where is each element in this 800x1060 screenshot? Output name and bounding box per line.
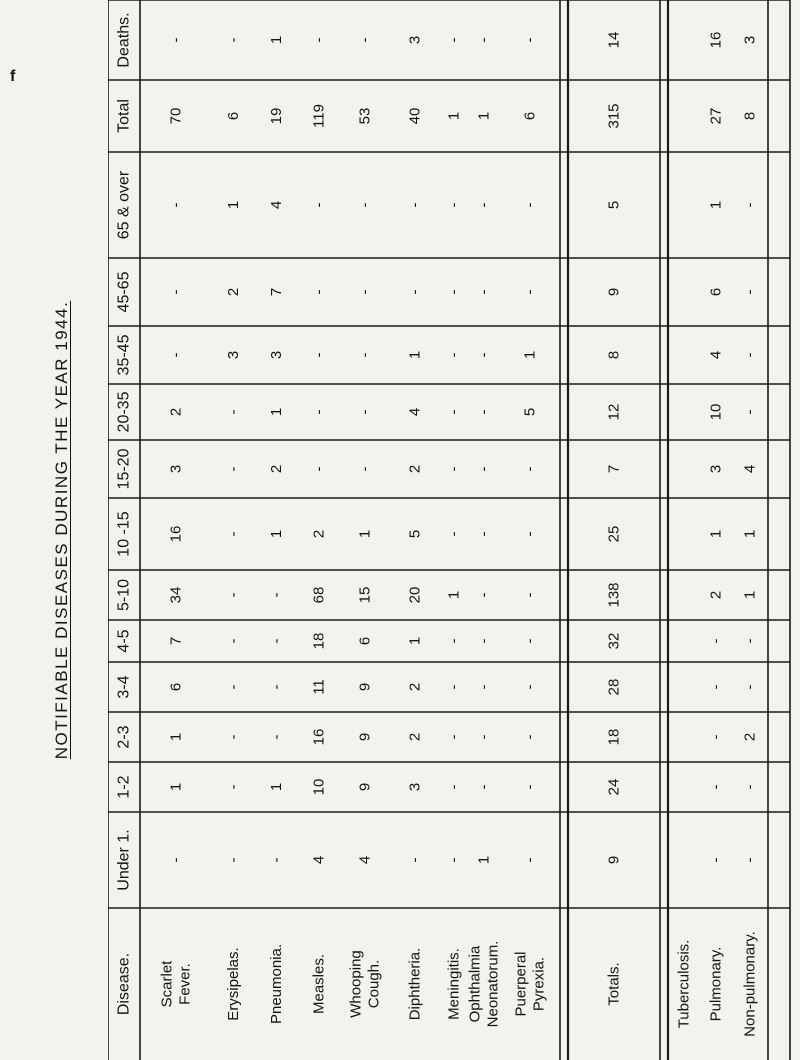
disease-row-cell: - <box>356 409 374 415</box>
disease-row-cell: - <box>167 289 185 295</box>
disease-row-cell: 18 <box>310 632 328 650</box>
disease-row-cell: - <box>167 352 185 358</box>
disease-row-cell: 1 <box>268 529 285 539</box>
totals-cell: 24 <box>605 778 623 796</box>
column-header: 5-10 <box>115 578 133 612</box>
tuberculosis-row-cell: - <box>707 684 725 690</box>
disease-row-cell: - <box>225 37 242 43</box>
disease-row-cell: - <box>406 857 424 863</box>
disease-row-cell: 1 <box>268 407 285 417</box>
totals-cell: 32 <box>605 632 623 650</box>
disease-row-cell: - <box>445 734 463 740</box>
tuberculosis-row-cell: - <box>741 409 759 415</box>
tuberculosis-row-cell: 4 <box>741 464 759 474</box>
disease-row-cell: - <box>445 37 463 43</box>
disease-row-cell: 2 <box>167 407 185 417</box>
tuberculosis-row-cell: - <box>707 734 725 740</box>
column-header: Total <box>115 99 133 133</box>
disease-row-cell: - <box>521 638 539 644</box>
tuberculosis-row-label: Non-pulmonary. <box>741 931 759 1037</box>
disease-row-cell: - <box>225 684 242 690</box>
disease-row-cell: - <box>475 37 493 43</box>
disease-row-cell: 6 <box>356 636 374 646</box>
tuberculosis-row-cell: - <box>741 638 759 644</box>
totals-cell: 14 <box>605 31 623 49</box>
disease-row-cell: 3 <box>406 782 424 792</box>
disease-row-label: Puerperal <box>512 951 530 1017</box>
disease-row-cell: 1 <box>225 200 242 210</box>
disease-row-cell: - <box>445 684 463 690</box>
disease-row-cell: 1 <box>167 782 185 792</box>
disease-row-cell: - <box>310 37 328 43</box>
disease-row-cell: 2 <box>268 464 285 474</box>
disease-row-cell: 3 <box>406 35 424 45</box>
disease-row-cell: - <box>356 37 374 43</box>
disease-table <box>108 0 800 1060</box>
disease-row-cell: 1 <box>167 732 185 742</box>
tuberculosis-row-cell: - <box>741 202 759 208</box>
tuberculosis-row-cell: - <box>707 857 725 863</box>
disease-row-cell: 68 <box>310 586 328 604</box>
column-header: 20-35 <box>115 391 133 433</box>
tuberculosis-row-cell: - <box>741 352 759 358</box>
tuberculosis-row-cell: - <box>741 857 759 863</box>
disease-row-cell: - <box>167 202 185 208</box>
disease-row-cell: 1 <box>475 855 493 865</box>
disease-row-cell: 1 <box>445 590 463 600</box>
tuberculosis-row-cell: 1 <box>741 529 759 539</box>
tuberculosis-row-cell: 1 <box>707 529 725 539</box>
disease-row-cell: 1 <box>356 529 374 539</box>
disease-row-cell: 4 <box>268 200 285 210</box>
disease-row-cell: - <box>268 592 285 598</box>
disease-row-cell: 7 <box>268 287 285 297</box>
disease-row-cell: - <box>475 409 493 415</box>
disease-row-cell: - <box>310 409 328 415</box>
disease-row-cell: 10 <box>310 778 328 796</box>
totals-cell: 12 <box>605 403 623 421</box>
disease-row-cell: - <box>406 202 424 208</box>
disease-row-label: Pneumonia. <box>268 943 285 1025</box>
disease-row-cell: - <box>268 734 285 740</box>
tuberculosis-row-cell: 16 <box>707 31 725 49</box>
disease-row-cell: - <box>521 734 539 740</box>
totals-cell: 9 <box>605 287 623 297</box>
disease-row-cell: - <box>356 202 374 208</box>
disease-row-cell: - <box>445 531 463 537</box>
totals-cell: 7 <box>605 464 623 474</box>
disease-row-cell: 6 <box>521 111 539 121</box>
disease-row-cell: 53 <box>356 107 374 125</box>
disease-row-cell: 2 <box>406 732 424 742</box>
disease-row-label: Neonatorum. <box>484 940 502 1028</box>
disease-row-cell: - <box>225 857 242 863</box>
disease-row-cell: 40 <box>406 107 424 125</box>
column-header: 1-2 <box>115 775 133 799</box>
tuberculosis-row-cell: - <box>741 684 759 690</box>
disease-row-label: Erysipelas. <box>225 947 242 1021</box>
totals-cell: 5 <box>605 200 623 210</box>
tuberculosis-row-cell: - <box>707 638 725 644</box>
disease-row-cell: 1 <box>268 35 285 45</box>
disease-row-cell: 119 <box>310 104 328 128</box>
column-header: 3-4 <box>115 675 133 699</box>
disease-row-cell: - <box>310 202 328 208</box>
column-header: Disease. <box>115 952 133 1016</box>
disease-row-cell: - <box>356 466 374 472</box>
totals-label: Totals. <box>605 962 623 1006</box>
disease-row-cell: 1 <box>268 782 285 792</box>
disease-row-cell: 9 <box>356 732 374 742</box>
disease-row-cell: 34 <box>167 586 185 604</box>
disease-row-cell: - <box>475 531 493 537</box>
disease-row-label: Meningitis. <box>445 948 463 1020</box>
disease-row-cell: - <box>225 638 242 644</box>
disease-row-cell: - <box>445 638 463 644</box>
column-header: 45-65 <box>115 271 133 313</box>
tuberculosis-row-label: Pulmonary. <box>707 946 725 1022</box>
disease-row-cell: - <box>445 202 463 208</box>
disease-row-cell: - <box>225 466 242 472</box>
disease-row-cell: - <box>445 857 463 863</box>
disease-row-cell: - <box>445 466 463 472</box>
disease-row-cell: - <box>356 289 374 295</box>
tuberculosis-row-cell: 10 <box>707 403 725 421</box>
tuberculosis-row-cell: 27 <box>707 107 725 125</box>
disease-row-cell: 4 <box>406 407 424 417</box>
disease-row-cell: - <box>521 466 539 472</box>
disease-row-cell: - <box>475 592 493 598</box>
disease-row-cell: - <box>475 202 493 208</box>
disease-row-cell: 9 <box>356 682 374 692</box>
disease-row-label: Diphtheria. <box>406 947 424 1021</box>
tuberculosis-row-cell: 4 <box>707 350 725 360</box>
disease-row-cell: 16 <box>167 525 185 543</box>
disease-row-cell: 4 <box>356 855 374 865</box>
disease-row-cell: - <box>475 784 493 790</box>
page-title: NOTIFIABLE DISEASES DURING THE YEAR 1944. <box>52 300 71 760</box>
disease-row-cell: - <box>475 734 493 740</box>
column-header: 35-45 <box>115 334 133 376</box>
disease-row-cell: - <box>521 592 539 598</box>
disease-row-cell: 4 <box>310 855 328 865</box>
column-header: 65 & over <box>115 170 133 240</box>
disease-row-cell: 1 <box>406 350 424 360</box>
tuberculosis-row-cell: 2 <box>741 732 759 742</box>
tuberculosis-row-cell: 2 <box>707 590 725 600</box>
disease-row-cell: 11 <box>310 679 328 695</box>
disease-row-cell: - <box>445 784 463 790</box>
disease-row-cell: - <box>475 638 493 644</box>
disease-row-label: Fever. <box>176 963 194 1005</box>
disease-row-cell: 1 <box>445 111 463 121</box>
disease-row-cell: - <box>225 592 242 598</box>
disease-row-cell: - <box>521 684 539 690</box>
totals-cell: 28 <box>605 678 623 696</box>
disease-row-cell: - <box>356 352 374 358</box>
tuberculosis-row-cell: - <box>741 289 759 295</box>
tuberculosis-row-cell: 8 <box>741 111 759 121</box>
disease-row-cell: 20 <box>406 586 424 604</box>
disease-row-label: Measles. <box>310 953 328 1015</box>
disease-row-cell: - <box>521 857 539 863</box>
disease-row-cell: 2 <box>310 529 328 539</box>
column-header: 10 -15 <box>115 511 133 557</box>
disease-row-cell: 2 <box>406 464 424 474</box>
disease-row-cell: - <box>475 352 493 358</box>
column-header: 4-5 <box>115 629 133 653</box>
column-header: Deaths. <box>115 12 133 68</box>
disease-row-cell: 6 <box>225 111 242 121</box>
disease-row-cell: 2 <box>225 287 242 297</box>
disease-row-cell: - <box>445 409 463 415</box>
disease-row-cell: 7 <box>167 636 185 646</box>
tuberculosis-row-cell: 1 <box>707 200 725 210</box>
disease-row-cell: - <box>310 352 328 358</box>
disease-row-cell: 5 <box>406 529 424 539</box>
disease-row-cell: - <box>225 784 242 790</box>
disease-row-cell: - <box>475 466 493 472</box>
column-header: 2-3 <box>115 725 133 749</box>
disease-row-cell: - <box>445 352 463 358</box>
disease-row-cell: 3 <box>167 464 185 474</box>
disease-row-cell: - <box>475 289 493 295</box>
disease-row-cell: - <box>521 37 539 43</box>
disease-row-cell: - <box>475 684 493 690</box>
tuberculosis-row-cell: - <box>707 784 725 790</box>
tuberculosis-row-cell: 1 <box>741 590 759 600</box>
disease-row-cell: - <box>225 531 242 537</box>
tuberculosis-row-cell: 6 <box>707 287 725 297</box>
page-mark: f <box>10 68 16 85</box>
disease-row-cell: 3 <box>268 350 285 360</box>
totals-cell: 9 <box>605 855 623 865</box>
totals-cell: 8 <box>605 350 623 360</box>
totals-cell: 315 <box>605 103 623 129</box>
disease-row-cell: 1 <box>475 111 493 121</box>
disease-row-cell: 15 <box>356 586 374 604</box>
tuberculosis-row-cell: 3 <box>741 35 759 45</box>
disease-row-label: Cough. <box>365 959 383 1009</box>
tuberculosis-row-cell: 3 <box>707 464 725 474</box>
disease-row-cell: - <box>406 289 424 295</box>
disease-row-cell: - <box>521 202 539 208</box>
disease-row-cell: 16 <box>310 728 328 746</box>
disease-row-cell: - <box>225 734 242 740</box>
tuberculosis-row-label: Tuberculosis. <box>675 939 693 1029</box>
tuberculosis-row-cell: - <box>741 784 759 790</box>
disease-row-label: Scarlet <box>158 960 176 1008</box>
disease-row-cell: 2 <box>406 682 424 692</box>
disease-row-cell: 3 <box>225 350 242 360</box>
disease-row-cell: 5 <box>521 407 539 417</box>
totals-cell: 138 <box>605 582 623 608</box>
column-header: Under 1. <box>115 829 133 891</box>
disease-row-cell: - <box>167 37 185 43</box>
disease-row-label: Pyrexia. <box>530 956 548 1012</box>
disease-row-cell: - <box>268 684 285 690</box>
disease-row-cell: 9 <box>356 782 374 792</box>
column-header: 15-20 <box>115 448 133 490</box>
disease-row-cell: - <box>521 289 539 295</box>
disease-row-cell: 70 <box>167 107 185 125</box>
disease-row-cell: 19 <box>268 107 285 125</box>
disease-row-cell: - <box>445 289 463 295</box>
disease-row-cell: 6 <box>167 682 185 692</box>
disease-row-cell: - <box>310 289 328 295</box>
disease-row-cell: - <box>521 531 539 537</box>
disease-row-label: Whooping <box>347 950 365 1018</box>
disease-row-cell: - <box>521 784 539 790</box>
disease-row-cell: - <box>310 466 328 472</box>
totals-cell: 18 <box>605 728 623 746</box>
disease-row-cell: - <box>167 857 185 863</box>
disease-row-cell: 1 <box>521 350 539 360</box>
disease-row-cell: 1 <box>406 636 424 646</box>
totals-cell: 25 <box>605 525 623 543</box>
disease-row-cell: - <box>268 857 285 863</box>
disease-row-cell: - <box>225 409 242 415</box>
disease-row-cell: - <box>268 638 285 644</box>
disease-row-label: Ophthalmia <box>466 945 484 1023</box>
